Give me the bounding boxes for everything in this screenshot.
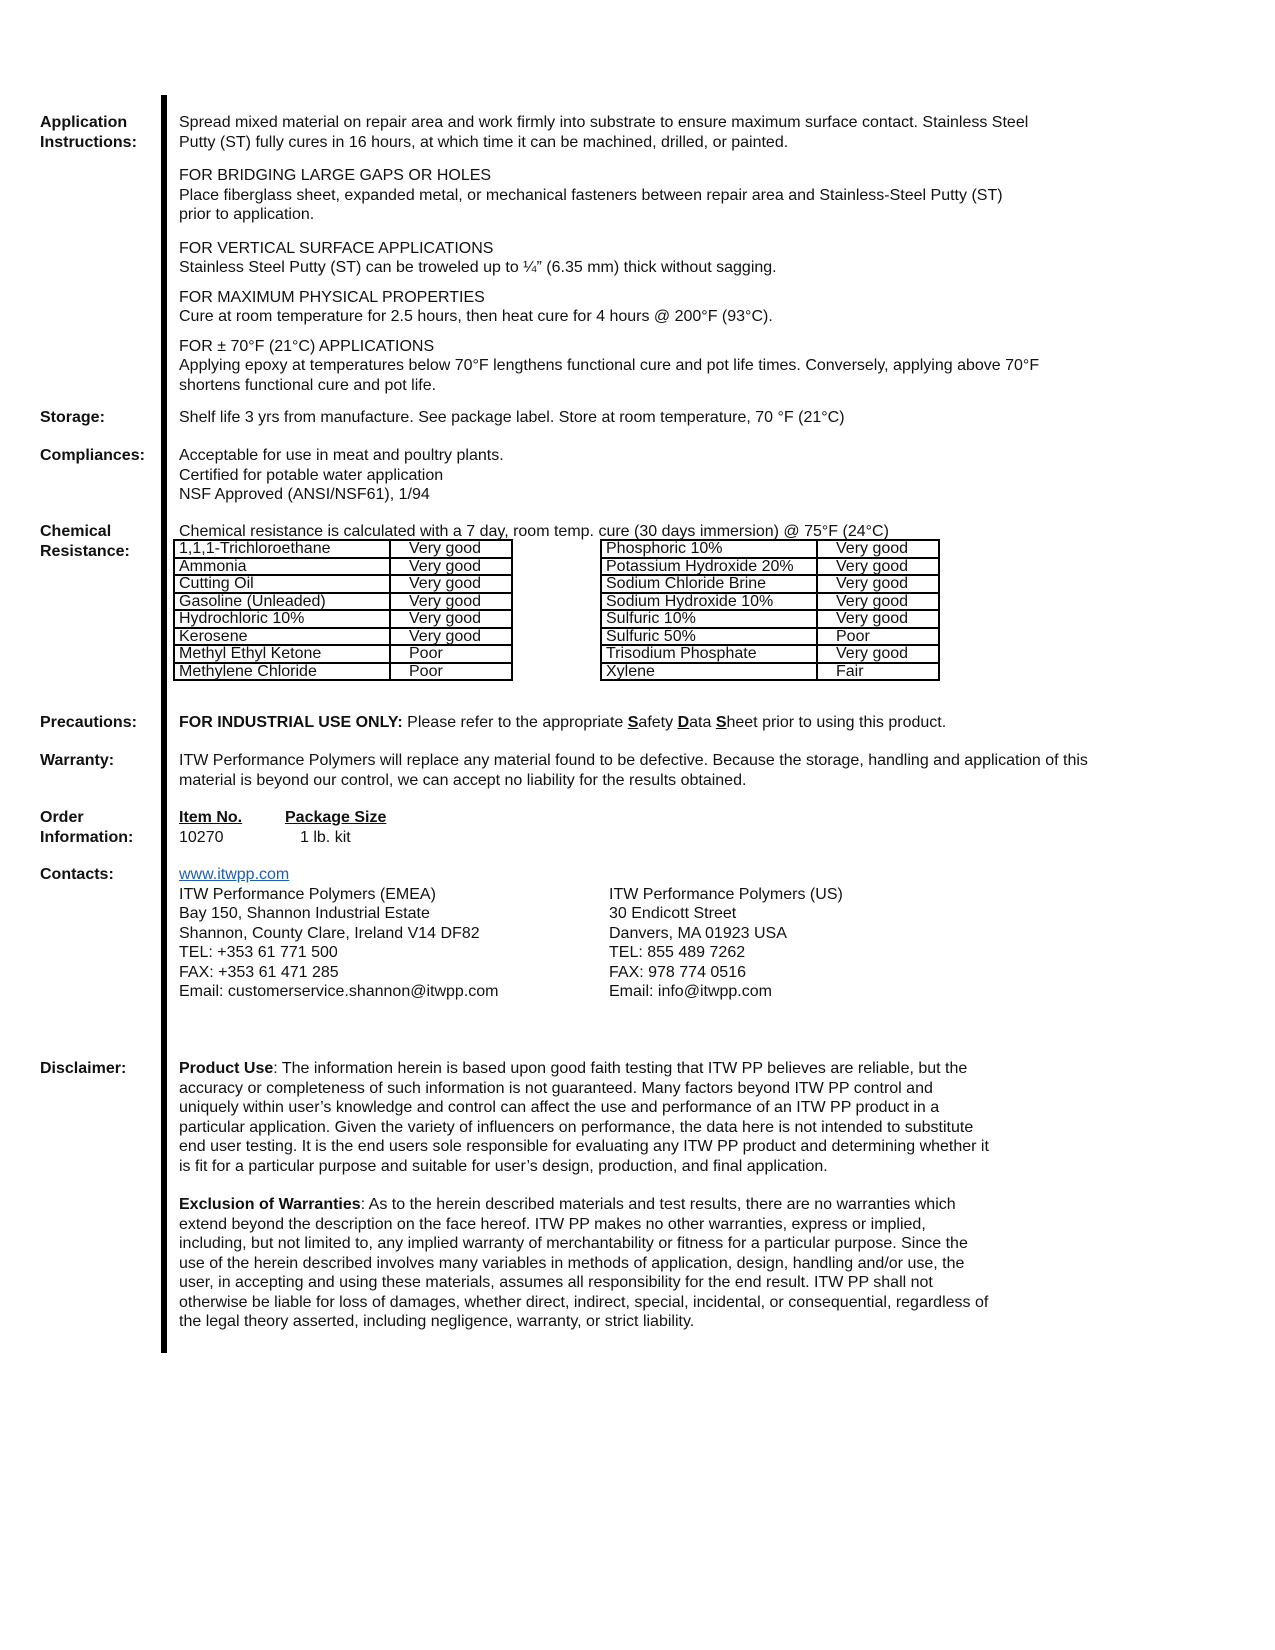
table-row: Methylene Chloride Poor — [174, 663, 512, 681]
package-size-value: 1 lb. kit — [300, 828, 351, 846]
section-heading: FOR BRIDGING LARGE GAPS OR HOLES — [179, 167, 492, 184]
package-size-header: Package Size — [285, 809, 387, 826]
table-row: Cutting Oil Very good — [174, 575, 512, 593]
contacts-block — [179, 865, 1079, 1005]
storage-text: Shelf life 3 yrs from manufacture. See package label. Store at room temperature, 70 °F (21°C) — [179, 409, 845, 426]
table-row: Phosphoric 10% Very good — [601, 540, 939, 558]
application-intro-line: Spread mixed material on repair area and work firmly into substrate to ensure maximum surface contact. Stainless Steel — [179, 114, 1029, 131]
label-disclaimer: Disclaimer: — [40, 1060, 127, 1077]
chemical-resistance-note: Chemical resistance is calculated with a 7 day, room temp. cure (30 days immersion) @ 75°F (24°C) — [179, 523, 889, 540]
precautions-text: FOR INDUSTRIAL USE ONLY: Please refer to the appropriate Safety Data Sheet prior to using this product. — [179, 714, 947, 731]
table-row: Sulfuric 50% Poor — [601, 628, 939, 646]
contact-emea: ITW Performance Polymers (EMEA) Bay 150, Shannon Industrial Estate Shannon, County Clare, Ireland V14 DF82 TEL: +353 61 771 500 FAX: +353 61 471 285 Email: customerservice.shannon@itwpp.com — [179, 885, 499, 1000]
table-row: Sodium Chloride Brine Very good — [601, 575, 939, 593]
table-row: Kerosene Very good — [174, 628, 512, 646]
section-divider-bar — [161, 95, 167, 1353]
section-heading: FOR VERTICAL SURFACE APPLICATIONS — [179, 239, 494, 257]
compliance-item: Certified for potable water application — [179, 466, 444, 484]
table-row: Potassium Hydroxide 20% Very good — [601, 558, 939, 576]
section-text: Stainless Steel Putty (ST) can be troweled up to ¼” (6.35 mm) thick without sagging. — [179, 259, 777, 276]
table-row: Methyl Ethyl Ketone Poor — [174, 645, 512, 663]
warranty-text: ITW Performance Polymers will replace any material found to be defective. Because the storage, handling and application of this material is beyond our control, we can accept no liability for the results obtained. — [179, 752, 1088, 789]
compliances-list — [179, 446, 504, 505]
application-intro-line: Putty (ST) fully cures in 16 hours, at which time it can be machined, drilled, or painted. — [179, 133, 789, 151]
compliance-item: NSF Approved (ANSI/NSF61), 1/94 — [179, 486, 430, 503]
website-link[interactable]: www.itwpp.com — [179, 866, 290, 883]
product-use-paragraph: Product Use: The information herein is based upon good faith testing that ITW PP believes are reliable, but the accuracy or completeness of such information is not guaranteed. Many factors beyond ITW PP control and uniquely within user’s knowledge and control can affect the use and performance of an ITW PP product in a particular application. Given the variety of influencers on performance, the data here is not intended to substitute end user testing. It is the end users sole responsible for evaluating any ITW PP product and determining whether it is fit for a particular purpose and suitable for user’s design, production, and final application. — [179, 1060, 989, 1175]
item-no-header: Item No. — [179, 809, 243, 826]
table-row: Sodium Hydroxide 10% Very good — [601, 593, 939, 611]
label-compliances: Compliances: — [40, 447, 145, 464]
table-row: Hydrochloric 10% Very good — [174, 610, 512, 628]
table-row: Xylene Fair — [601, 663, 939, 681]
compliance-item: Acceptable for use in meat and poultry plants. — [179, 447, 504, 464]
section-heading: FOR MAXIMUM PHYSICAL PROPERTIES — [179, 288, 485, 306]
label-contacts: Contacts: — [40, 866, 114, 883]
section-text: shortens functional cure and pot life. — [179, 376, 437, 394]
item-no-value: 10270 — [179, 828, 224, 846]
exclusion-paragraph: Exclusion of Warranties: As to the herein described materials and test results, there are no warranties which extend beyond the description on the face hereof. ITW PP makes no other warranties, express or implied, including, but not limited to, any implied warranty of merchantability or fitness for a particular purpose. Since the use of the herein described involves many variables in methods of application, design, handling and/or use, the user, in accepting and using these materials, assumes all responsibility for the end result. ITW PP shall not otherwise be liable for loss of damages, whether direct, indirect, special, incidental, or consequential, regardless of the legal theory asserted, including negligence, warranty, or strict liability. — [179, 1196, 989, 1330]
table-row: Gasoline (Unleaded) Very good — [174, 593, 512, 611]
label-chemical-resistance: Chemical Resistance: — [40, 523, 130, 560]
table-row: Sulfuric 10% Very good — [601, 610, 939, 628]
chemical-table-right — [600, 539, 940, 681]
label-storage: Storage: — [40, 409, 105, 426]
section-text: Applying epoxy at temperatures below 70°F lengthens functional cure and pot life times. Conversely, applying above 70°F — [179, 357, 1040, 374]
label-warranty: Warranty: — [40, 752, 115, 769]
chemical-table-left — [173, 539, 513, 681]
section-heading: FOR ± 70°F (21°C) APPLICATIONS — [179, 337, 435, 355]
section-text: Place fiberglass sheet, expanded metal, or mechanical fasteners between repair area and Stainless-Steel Putty (ST) — [179, 186, 1003, 204]
table-row: Trisodium Phosphate Very good — [601, 645, 939, 663]
disclaimer-text — [179, 1059, 989, 1332]
order-information — [179, 808, 386, 847]
table-row: 1,1,1-Trichloroethane Very good — [174, 540, 512, 558]
label-order-information: Order Information: — [40, 809, 134, 846]
table-row: Ammonia Very good — [174, 558, 512, 576]
label-application: Application Instructions: — [40, 114, 137, 151]
label-precautions: Precautions: — [40, 714, 137, 731]
section-text: Cure at room temperature for 2.5 hours, then heat cure for 4 hours @ 200°F (93°C). — [179, 308, 773, 325]
contact-us: ITW Performance Polymers (US) 30 Endicott Street Danvers, MA 01923 USA TEL: 855 489 7262 FAX: 978 774 0516 Email: info@itwpp.com — [609, 885, 843, 1000]
application-instructions — [179, 113, 1039, 395]
section-text: prior to application. — [179, 206, 315, 223]
